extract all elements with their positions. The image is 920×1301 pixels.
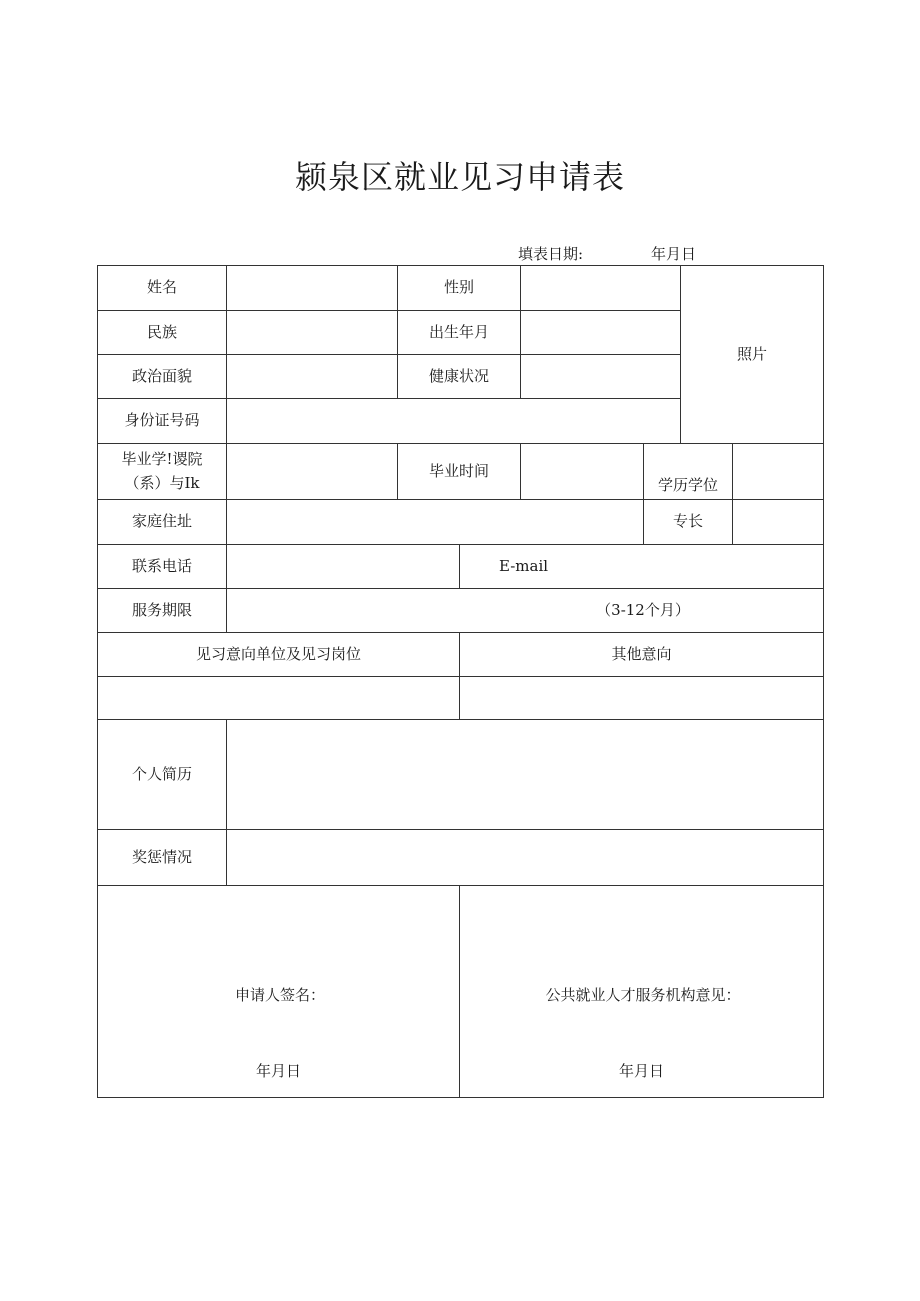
row-school <box>98 444 824 500</box>
resume-field[interactable] <box>227 720 824 830</box>
email-field[interactable] <box>460 545 824 589</box>
row-rewards <box>98 830 824 886</box>
row-resume <box>98 720 824 830</box>
agency-opinion-label: 公共就业人才服务机构意见： <box>545 985 741 1004</box>
school-field[interactable] <box>227 444 398 500</box>
rewards-field[interactable] <box>227 830 824 886</box>
ethnicity-label: 民族 <box>98 311 227 355</box>
id-number-label: 身份证号码 <box>98 399 227 444</box>
ethnicity-field[interactable] <box>227 311 398 355</box>
birth-field[interactable] <box>521 311 681 355</box>
address-field[interactable] <box>227 500 644 545</box>
row-address <box>98 500 824 545</box>
degree-field[interactable] <box>733 444 824 500</box>
specialty-field[interactable] <box>733 500 824 545</box>
agency-opinion-date: 年月日 <box>619 1061 665 1080</box>
school-label-line2: （系）与Ik <box>124 473 200 492</box>
rewards-label: 奖惩情况 <box>98 830 227 886</box>
political-label: 政治面貌 <box>98 355 227 399</box>
gender-label: 性别 <box>398 266 521 311</box>
service-period-field[interactable] <box>227 589 824 633</box>
row-intent-values <box>98 677 824 720</box>
fill-date-value: 年月日 <box>651 245 697 263</box>
other-intent-label: 其他意向 <box>460 633 824 677</box>
gender-field[interactable] <box>521 266 681 311</box>
grad-time-label: 毕业时间 <box>398 444 521 500</box>
photo-box[interactable] <box>681 266 824 444</box>
application-form-table <box>97 265 824 1098</box>
photo-label: 照片 <box>737 344 768 363</box>
political-field[interactable] <box>227 355 398 399</box>
phone-field[interactable] <box>227 545 460 589</box>
applicant-sign-label: 申请人签名： <box>234 985 325 1004</box>
row-name <box>98 266 824 311</box>
grad-time-field[interactable] <box>521 444 644 500</box>
fill-date-label: 填表日期: <box>518 245 584 263</box>
other-intent-field[interactable] <box>460 677 824 720</box>
row-signatures <box>98 886 824 1098</box>
health-field[interactable] <box>521 355 681 399</box>
row-service <box>98 589 824 633</box>
service-period-label: 服务期限 <box>98 589 227 633</box>
agency-opinion-box[interactable] <box>460 886 824 1098</box>
row-phone <box>98 545 824 589</box>
page-title: 颍泉区就业见习申请表 <box>294 158 625 196</box>
name-label: 姓名 <box>98 266 227 311</box>
applicant-sign-box[interactable] <box>98 886 460 1098</box>
email-label: E-mail <box>498 556 549 575</box>
service-period-hint: （3-12个月） <box>596 600 690 619</box>
intent-unit-label: 见习意向单位及见习岗位 <box>98 633 460 677</box>
phone-label: 联系电话 <box>98 545 227 589</box>
address-label: 家庭住址 <box>98 500 227 545</box>
specialty-label: 专长 <box>644 500 733 545</box>
resume-label: 个人简历 <box>98 720 227 830</box>
applicant-sign-date: 年月日 <box>255 1061 301 1080</box>
birth-label: 出生年月 <box>398 311 521 355</box>
row-intent-header <box>98 633 824 677</box>
degree-label: 学历学位 <box>644 444 733 500</box>
intent-unit-field[interactable] <box>98 677 460 720</box>
id-number-field[interactable] <box>227 399 681 444</box>
name-field[interactable] <box>227 266 398 311</box>
school-label <box>98 444 227 500</box>
school-label-line1: 毕业学!谡院 <box>121 450 203 469</box>
health-label: 健康状况 <box>398 355 521 399</box>
